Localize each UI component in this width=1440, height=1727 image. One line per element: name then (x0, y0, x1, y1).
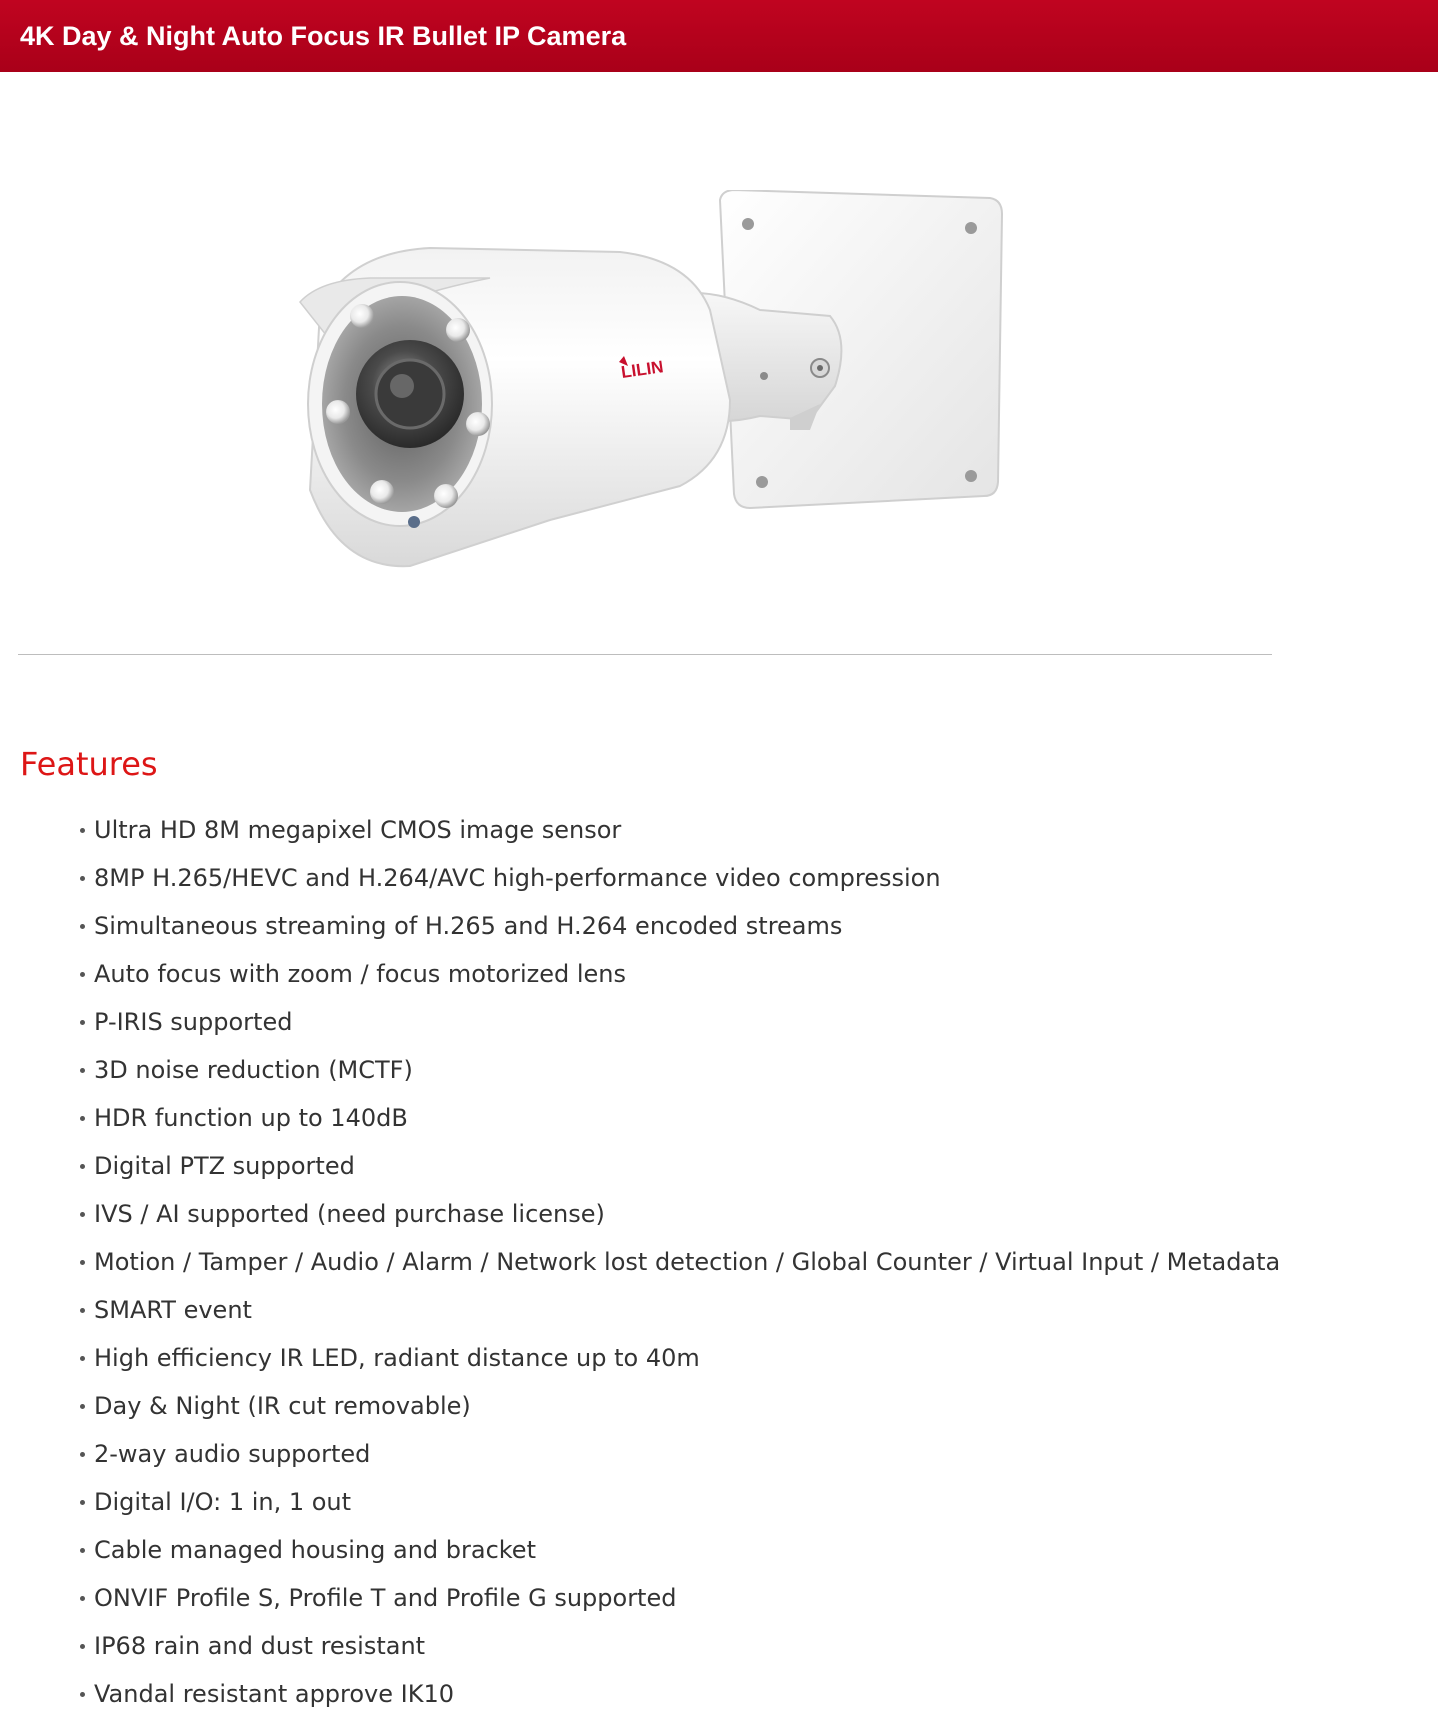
screw-icon (965, 222, 977, 234)
feature-item (80, 950, 1280, 998)
feature-text: IVS / AI supported (need purchase license) (94, 1200, 605, 1228)
bullet-icon (80, 972, 85, 977)
screw-icon (756, 476, 768, 488)
ir-led-icon (370, 480, 394, 504)
features-heading: Features (20, 745, 158, 783)
feature-text: Day & Night (IR cut removable) (94, 1392, 471, 1420)
feature-text: Cable managed housing and bracket (94, 1536, 536, 1564)
bullet-icon (80, 924, 85, 929)
feature-text: 3D noise reduction (MCTF) (94, 1056, 413, 1084)
feature-text: Digital PTZ supported (94, 1152, 355, 1180)
product-image (290, 190, 1020, 600)
bullet-icon (80, 1644, 85, 1649)
feature-item (80, 1526, 1280, 1574)
ir-led-icon (446, 318, 470, 342)
feature-item (80, 1094, 1280, 1142)
feature-text: HDR function up to 140dB (94, 1104, 408, 1132)
feature-item (80, 1190, 1280, 1238)
feature-item (80, 1622, 1280, 1670)
feature-text: Auto focus with zoom / focus motorized lens (94, 960, 626, 988)
ir-led-icon (326, 400, 350, 424)
section-divider (18, 654, 1272, 655)
bullet-icon (80, 876, 85, 881)
feature-text: 8MP H.265/HEVC and H.264/AVC high-performance video compression (94, 864, 941, 892)
ir-led-icon (466, 412, 490, 436)
feature-text: Simultaneous streaming of H.265 and H.264 encoded streams (94, 912, 843, 940)
feature-text: Motion / Tamper / Audio / Alarm / Network lost detection / Global Counter / Virtual Input / Metadata (94, 1248, 1281, 1276)
screw-icon (742, 218, 754, 230)
bullet-icon (80, 1164, 85, 1169)
bullet-icon (80, 1452, 85, 1457)
ir-led-icon (434, 484, 458, 508)
feature-text: Digital I/O: 1 in, 1 out (94, 1488, 352, 1516)
feature-item (80, 1238, 1280, 1286)
bullet-icon (80, 1020, 85, 1025)
screw-icon (965, 470, 977, 482)
bullet-icon (80, 1068, 85, 1073)
bullet-icon (80, 1596, 85, 1601)
title-bar (0, 0, 1438, 72)
feature-text: Ultra HD 8M megapixel CMOS image sensor (94, 816, 622, 844)
bullet-icon (80, 1116, 85, 1121)
feature-text: Vandal resistant approve IK10 (94, 1680, 455, 1708)
feature-item (80, 1430, 1280, 1478)
feature-item (80, 806, 1280, 854)
feature-text: 2-way audio supported (94, 1440, 371, 1468)
bullet-icon (80, 1212, 85, 1217)
feature-item (80, 1574, 1280, 1622)
feature-item (80, 854, 1280, 902)
feature-text: SMART event (94, 1296, 252, 1324)
feature-item (80, 998, 1280, 1046)
feature-text: ONVIF Profile S, Profile T and Profile G supported (94, 1584, 677, 1612)
bullet-icon (80, 1692, 85, 1697)
bullet-icon (80, 1548, 85, 1553)
features-list (80, 806, 1280, 1718)
bullet-icon (80, 1500, 85, 1505)
bullet-icon (80, 828, 85, 833)
feature-text: P-IRIS supported (94, 1008, 293, 1036)
camera-body (300, 248, 730, 566)
page-title: 4K Day & Night Auto Focus IR Bullet IP Camera (20, 21, 627, 51)
bullet-icon (80, 1308, 85, 1313)
bullet-icon (80, 1404, 85, 1409)
bullet-icon (80, 1260, 85, 1265)
feature-text: IP68 rain and dust resistant (94, 1632, 426, 1660)
feature-item (80, 1382, 1280, 1430)
sensor-icon (408, 516, 420, 528)
feature-text: High efficiency IR LED, radiant distance up to 40m (94, 1344, 700, 1372)
feature-item (80, 1478, 1280, 1526)
ir-led-icon (350, 304, 374, 328)
feature-item (80, 1286, 1280, 1334)
bullet-icon (80, 1356, 85, 1361)
feature-item (80, 1046, 1280, 1094)
lilin-logo: LILIN (619, 357, 665, 382)
feature-item (80, 1142, 1280, 1190)
feature-item (80, 1334, 1280, 1382)
feature-item (80, 902, 1280, 950)
feature-item (80, 1670, 1280, 1718)
